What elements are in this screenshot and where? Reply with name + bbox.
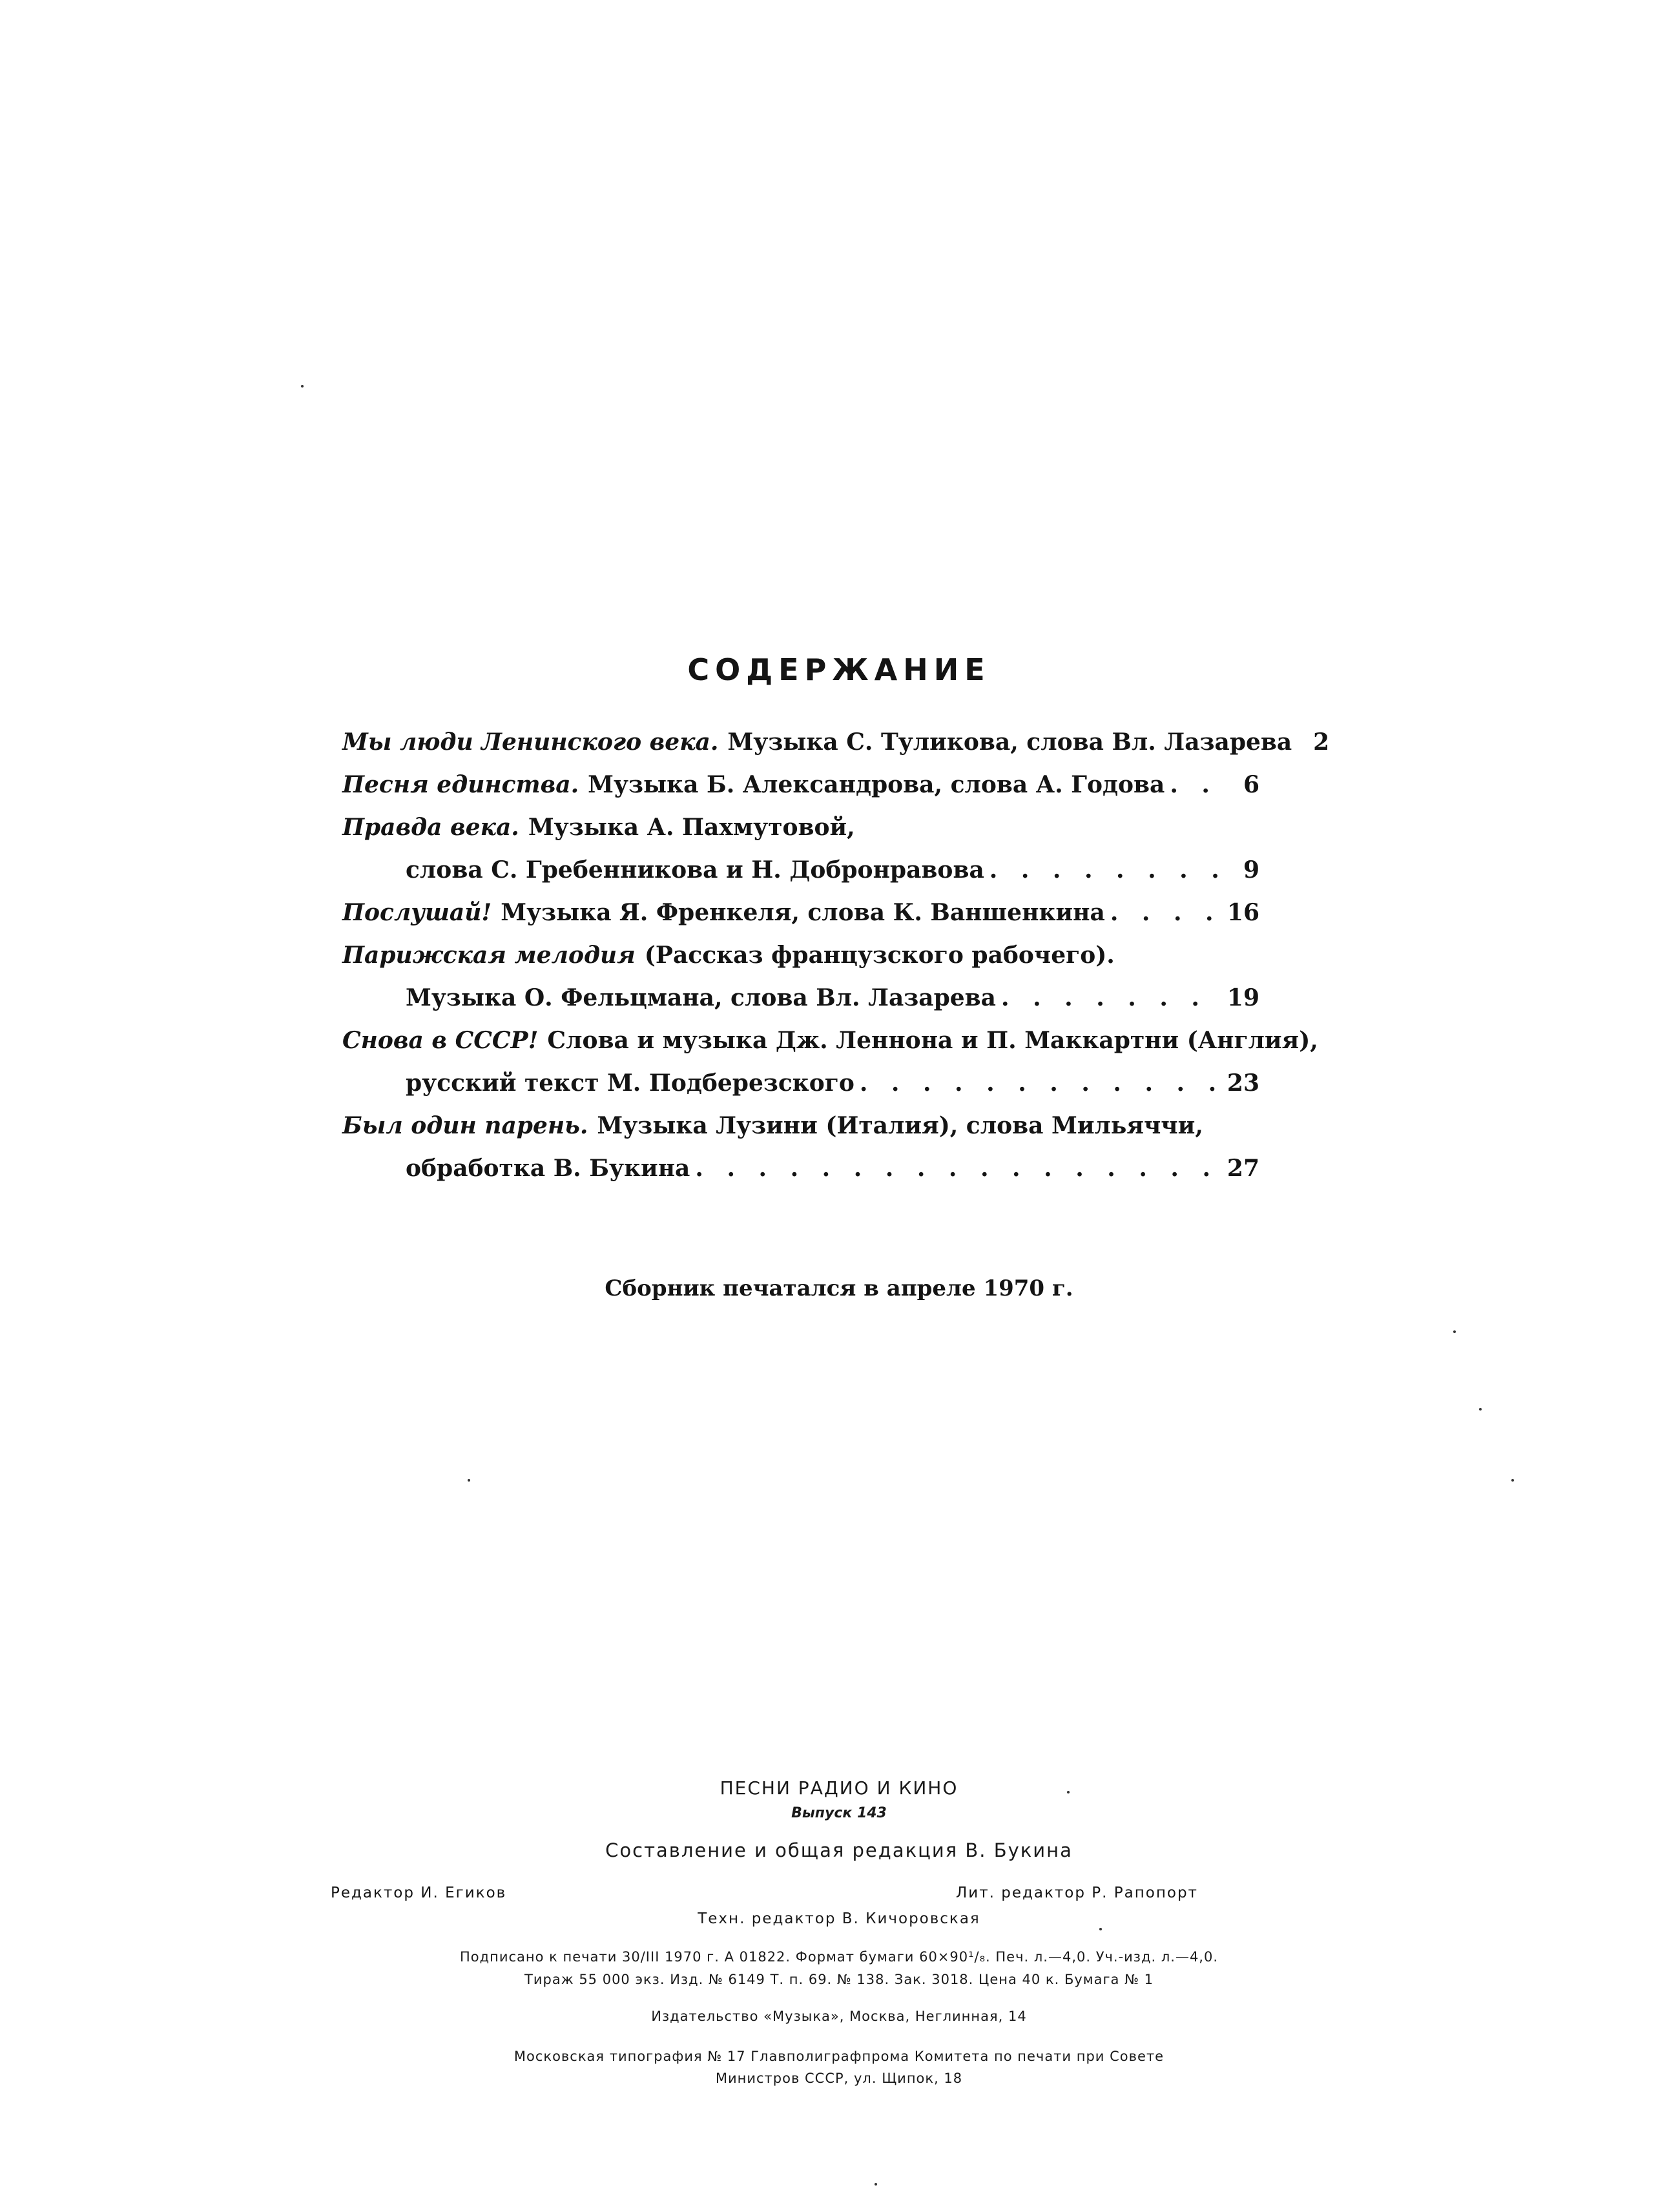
song-title: Был один парень. bbox=[342, 1112, 588, 1139]
scan-speck bbox=[1511, 1479, 1514, 1482]
song-credits: Слова и музыка Дж. Леннона и П. Маккартни (Англия), bbox=[547, 1027, 1318, 1054]
toc-entry-continuation bbox=[342, 1155, 1259, 1197]
scan-speck bbox=[468, 1479, 470, 1482]
scan-speck bbox=[301, 385, 304, 388]
song-title: Мы люди Ленинского века. bbox=[342, 729, 719, 756]
dot-leader bbox=[1170, 771, 1227, 798]
toc-entry bbox=[342, 729, 1330, 771]
dot-leader bbox=[1110, 899, 1222, 926]
publisher: Издательство «Музыка», Москва, Неглинная, 14 bbox=[651, 2009, 1027, 2024]
scan-speck bbox=[1099, 1928, 1102, 1930]
song-title: Послушай! bbox=[342, 899, 492, 926]
song-title: Правда века. bbox=[342, 814, 519, 841]
scan-speck bbox=[1453, 1330, 1456, 1333]
table-of-contents bbox=[342, 729, 1330, 1197]
toc-entry bbox=[342, 1027, 1318, 1070]
toc-entry bbox=[342, 1112, 1259, 1155]
toc-entry bbox=[342, 814, 1259, 856]
toc-entry-continuation bbox=[342, 984, 1259, 1027]
series-title: ПЕСНИ РАДИО И КИНО bbox=[720, 1777, 958, 1799]
print-date-note: Сборник печатался в апреле 1970 г. bbox=[605, 1276, 1073, 1301]
print-specs: Подписано к печати 30/III 1970 г. А 01822. Формат бумаги 60×90¹/₈. Печ. л.—4,0. Уч.-изд. л.—4,0. bbox=[459, 1949, 1219, 1965]
page-number: 9 bbox=[1243, 856, 1259, 884]
printer-line: Московская типография № 17 Главполиграфпрома Комитета по печати при Совете bbox=[513, 2049, 1165, 2064]
dot-leader bbox=[695, 1155, 1222, 1182]
page-number: 23 bbox=[1227, 1070, 1259, 1097]
page-number: 2 bbox=[1313, 729, 1330, 756]
toc-entry bbox=[342, 942, 1259, 984]
editor: Редактор И. Егиков bbox=[331, 1885, 507, 1901]
scan-speck bbox=[1067, 1791, 1070, 1793]
song-credits: (Рассказ французского рабочего). bbox=[644, 942, 1115, 969]
song-credits-continued: русский текст М. Подберезского bbox=[406, 1070, 855, 1097]
toc-entry-continuation bbox=[342, 1070, 1259, 1112]
toc-entry bbox=[342, 771, 1259, 814]
song-credits: Музыка А. Пахмутовой, bbox=[528, 814, 855, 841]
contents-title: СОДЕРЖАНИЕ bbox=[687, 652, 991, 687]
dot-leader bbox=[860, 1070, 1222, 1097]
song-credits: Музыка Лузини (Италия), слова Мильяччи, bbox=[597, 1112, 1203, 1139]
compiled-by: Составление и общая редакция В. Букина bbox=[605, 1839, 1073, 1861]
song-title: Песня единства. bbox=[342, 771, 579, 798]
toc-entry-continuation bbox=[342, 856, 1259, 899]
printer-line: Министров СССР, ул. Щипок, 18 bbox=[715, 2071, 963, 2086]
dot-leader bbox=[989, 856, 1227, 884]
scan-speck bbox=[1479, 1408, 1482, 1411]
song-title: Парижская мелодия bbox=[342, 942, 636, 969]
toc-entry bbox=[342, 899, 1259, 942]
literary-editor: Лит. редактор Р. Рапопорт bbox=[956, 1885, 1198, 1901]
technical-editor: Техн. редактор В. Кичоровская bbox=[698, 1910, 980, 1927]
scan-speck bbox=[875, 2183, 877, 2186]
song-credits-continued: Музыка О. Фельцмана, слова Вл. Лазарева bbox=[406, 984, 996, 1011]
dot-leader bbox=[1001, 984, 1222, 1011]
song-credits: Музыка Я. Френкеля, слова К. Ваншенкина bbox=[501, 899, 1105, 926]
song-credits: Музыка С. Туликова, слова Вл. Лазарева bbox=[727, 729, 1292, 756]
song-credits-continued: слова С. Гребенникова и Н. Добронравова bbox=[406, 856, 984, 884]
page-number: 6 bbox=[1243, 771, 1259, 798]
song-title: Снова в СССР! bbox=[342, 1027, 539, 1054]
page-number: 16 bbox=[1227, 899, 1259, 926]
page-number: 19 bbox=[1227, 984, 1259, 1011]
song-credits: Музыка Б. Александрова, слова А. Годова bbox=[588, 771, 1165, 798]
issue-number: Выпуск 143 bbox=[791, 1805, 887, 1821]
print-run: Тираж 55 000 экз. Изд. № 6149 Т. п. 69. № 138. Зак. 3018. Цена 40 к. Бумага № 1 bbox=[524, 1972, 1154, 1987]
song-credits-continued: обработка В. Букина bbox=[406, 1155, 690, 1182]
page-number: 27 bbox=[1227, 1155, 1259, 1182]
